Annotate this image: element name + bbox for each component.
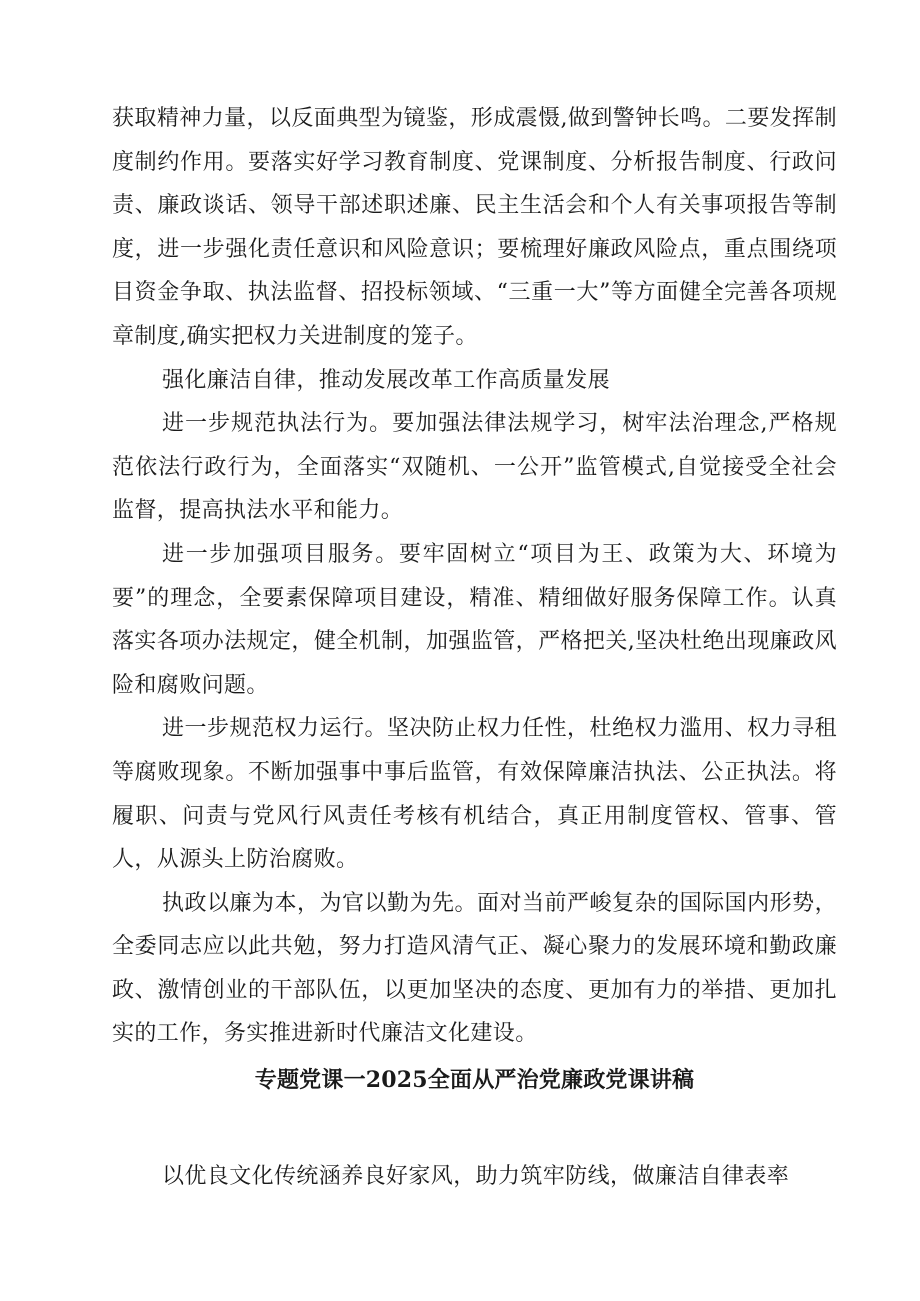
opening-line: 以优良文化传统涵养良好家风，助力筑牢防线，做廉洁自律表率 xyxy=(162,1164,790,1190)
paragraph-continuation: 获取精神力量，以反面典型为镜鉴，形成震慑,做到警钟长鸣。二要发挥制度制约作用。要落实好学习教育制度、党课制度、分析报告制度、行政问责、廉政谈话、领导干部述职述廉、民主生活会和个人有关事项报告等制度，进一步强化责任意识和风险意识；要梳理好廉政风险点，重点围绕项目资金争取、执法监督、招投标领域、“三重一大”等方面健全完善各项规章制度,确实把权力关进制度的笼子。 xyxy=(112,106,837,349)
document-body xyxy=(112,97,837,1199)
section-heading: 强化廉洁自律，推动发展改革工作高质量发展 xyxy=(162,367,611,393)
paragraph-power-operation: 进一步规范权力运行。坚决防止权力任性，杜绝权力滥用、权力寻租等腐败现象。不断加强事中事后监管，有效保障廉洁执法、公正执法。将履职、问责与党风行风责任考核有机结合，真正用制度管权、管事、管人，从源头上防治腐败。 xyxy=(112,716,837,873)
paragraph-project-service: 进一步加强项目服务。要牢固树立“项目为王、政策为大、环境为要”的理念，全要素保障项目建设，精准、精细做好服务保障工作。认真落实各项办法规定，健全机制，加强监管，严格把关,坚决杜绝出现廉政风险和腐败问题。 xyxy=(112,541,837,698)
document-title: 专题党课一2025全面从严治党廉政党课讲稿 xyxy=(254,1067,695,1094)
paragraph-conclusion: 执政以廉为本，为官以勤为先。面对当前严峻复杂的国际国内形势，全委同志应以此共勉，努力打造风清气正、凝心聚力的发展环境和勤政廉政、激情创业的干部队伍，以更加坚决的态度、更加有力的举措、更加扎实的工作，务实推进新时代廉洁文化建设。 xyxy=(112,890,837,1047)
paragraph-law-enforcement: 进一步规范执法行为。要加强法律法规学习，树牢法治理念,严格规范依法行政行为，全面落实“双随机、一公开”监管模式,自觉接受全社会监督，提高执法水平和能力。 xyxy=(112,411,837,524)
